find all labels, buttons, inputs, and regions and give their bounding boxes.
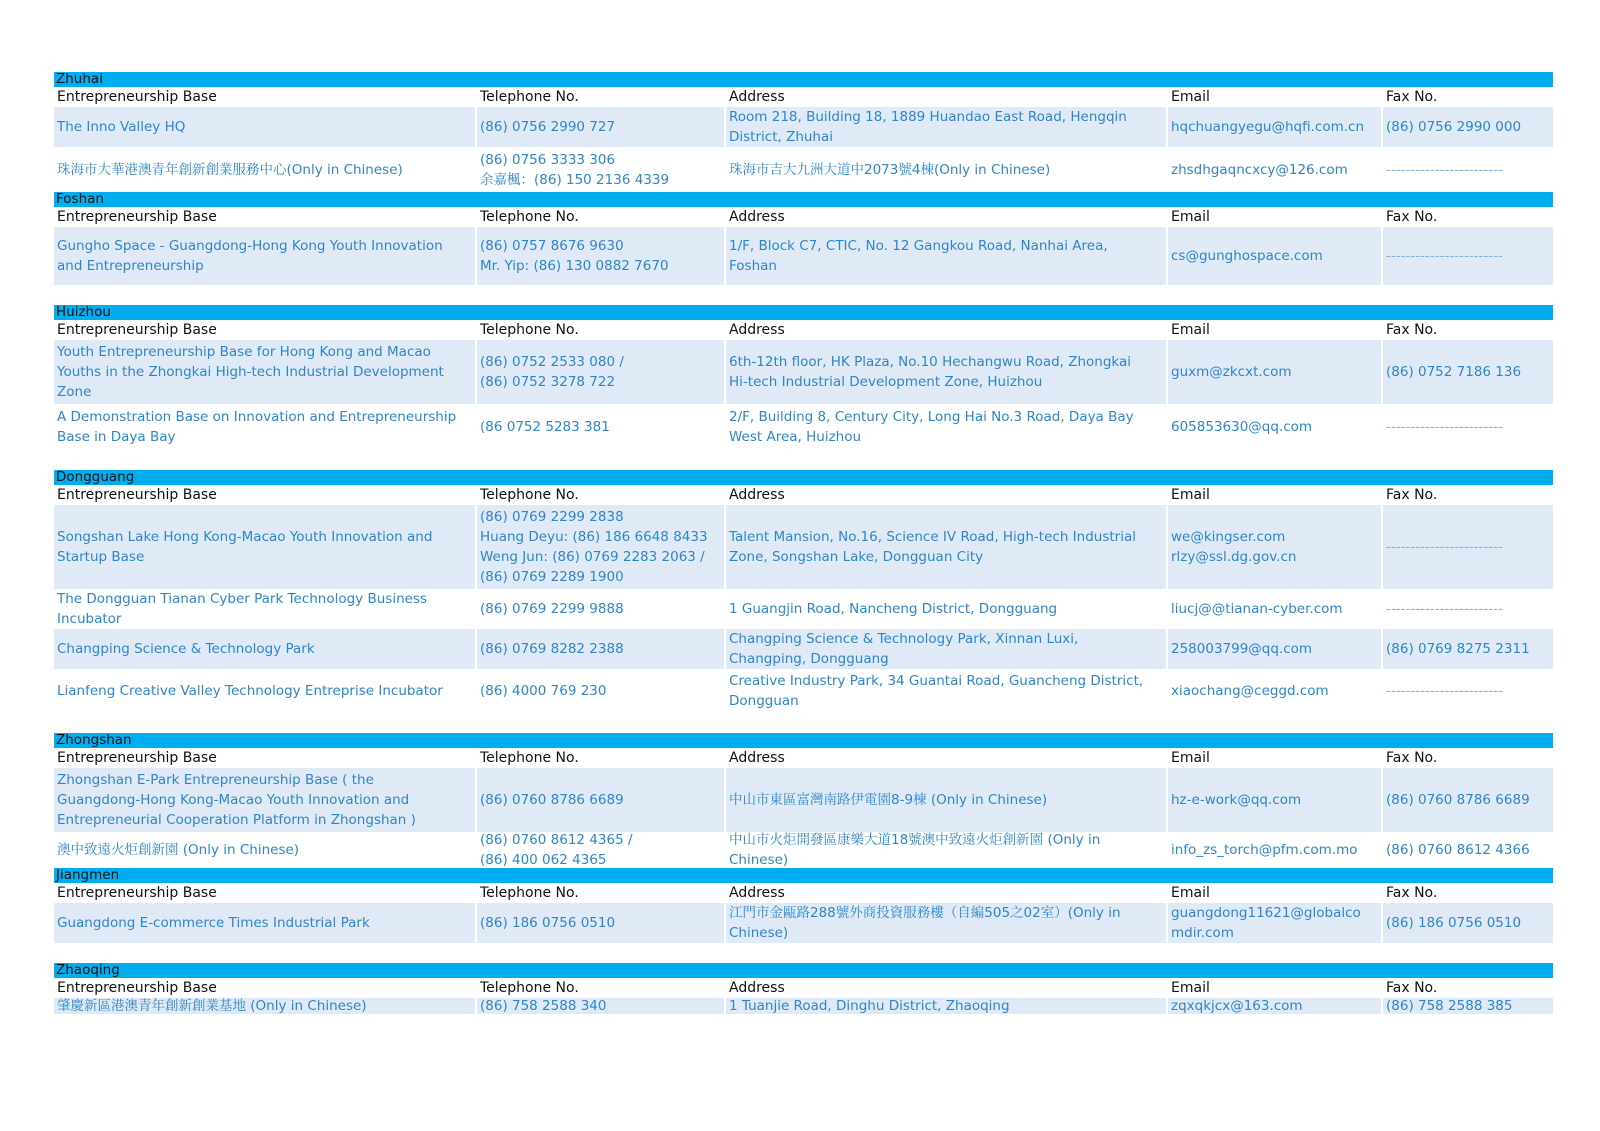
column-header: Entrepreneurship Base — [57, 209, 217, 225]
cell-base — [54, 147, 477, 192]
tel-lines — [480, 996, 721, 1016]
cell-tel — [477, 903, 726, 943]
tel-lines — [480, 352, 721, 392]
fax-lines — [1386, 840, 1550, 860]
cell-fax — [1383, 404, 1553, 450]
base-lines — [57, 407, 472, 447]
cell-address — [726, 107, 1168, 147]
cell-tel — [477, 589, 726, 629]
cell-base — [54, 768, 477, 832]
column-header: Telephone No. — [480, 209, 579, 225]
cell-fax — [1383, 629, 1553, 669]
address-text: 2/F, Building 8, Century City, Long Hai No.3 Road, Daya Bay — [729, 409, 1134, 425]
cell-base — [54, 227, 477, 285]
tel-text: (86) 400 062 4365 — [480, 852, 607, 868]
cell-email — [1168, 227, 1383, 285]
tel-text: (86) 0769 2299 9888 — [480, 601, 624, 617]
base-text: Gungho Space - Guangdong-Hong Kong Youth Innovation — [57, 238, 443, 254]
column-header: Entrepreneurship Base — [57, 885, 217, 901]
email-text[interactable]: hqchuangyegu@hqfi.com.cn — [1171, 119, 1365, 135]
cell-fax — [1383, 107, 1553, 147]
email-lines — [1171, 246, 1378, 266]
section-zhuhai — [54, 72, 1553, 192]
tel-lines — [480, 417, 721, 437]
cell-tel — [477, 107, 726, 147]
section-spacer — [54, 285, 1553, 305]
address-text: West Area, Huizhou — [729, 429, 862, 445]
cell-base — [54, 832, 477, 868]
email-text[interactable]: we@kingser.com — [1171, 529, 1286, 545]
fax-lines — [1386, 996, 1550, 1016]
base-text: The Dongguan Tianan Cyber Park Technology Business — [57, 591, 427, 607]
address-text: 6th-12th floor, HK Plaza, No.10 Hechangwu Road, Zhongkai — [729, 354, 1132, 370]
section-jiangmen — [54, 868, 1553, 943]
email-text[interactable]: guangdong11621@globalco — [1171, 905, 1361, 921]
section-dongguang — [54, 470, 1553, 713]
address-lines — [729, 352, 1163, 392]
cell-tel — [477, 998, 726, 1014]
tel-text: (86) 0757 8676 9630 — [480, 238, 624, 254]
email-text[interactable]: rlzy@ssl.dg.gov.cn — [1171, 549, 1297, 565]
base-lines — [57, 589, 472, 629]
cell-email — [1168, 340, 1383, 404]
section-huizhou — [54, 305, 1553, 450]
cell-tel — [477, 629, 726, 669]
tel-lines — [480, 639, 721, 659]
fax-text: (86) 0752 7186 136 — [1386, 364, 1522, 380]
cell-fax — [1383, 340, 1553, 404]
address-text: Dongguan — [729, 693, 799, 709]
column-header: Telephone No. — [480, 885, 579, 901]
column-header: Fax No. — [1386, 89, 1438, 105]
column-header: Entrepreneurship Base — [57, 89, 217, 105]
fax-text: ------------------------ — [1386, 683, 1503, 699]
email-lines — [1171, 996, 1378, 1016]
table-row — [54, 998, 1553, 1014]
column-header: Email — [1171, 209, 1210, 225]
cell-email — [1168, 404, 1383, 450]
city-heading: Foshan — [54, 192, 1553, 207]
section-spacer — [54, 943, 1553, 963]
table-row — [54, 147, 1553, 192]
base-lines — [57, 342, 472, 402]
column-header: Email — [1171, 322, 1210, 338]
address-text: Chinese) — [729, 852, 789, 868]
table-row — [54, 340, 1553, 404]
column-header: Telephone No. — [480, 487, 579, 503]
cell-address — [726, 505, 1168, 589]
column-header: Entrepreneurship Base — [57, 980, 217, 996]
fax-text: (86) 0760 8612 4366 — [1386, 842, 1530, 858]
cell-email — [1168, 107, 1383, 147]
tel-text: (86) 0760 8612 4365 / — [480, 832, 633, 848]
fax-lines — [1386, 639, 1550, 659]
tel-lines — [480, 117, 721, 137]
email-text[interactable]: mdir.com — [1171, 925, 1234, 941]
table-row — [54, 832, 1553, 868]
address-text: 1/F, Block C7, CTIC, No. 12 Gangkou Road, Nanhai Area, — [729, 238, 1108, 254]
fax-lines — [1386, 537, 1550, 557]
column-header-row — [54, 748, 1553, 768]
fax-text: ------------------------ — [1386, 601, 1503, 617]
column-header-row — [54, 320, 1553, 340]
email-text[interactable]: 605853630@qq.com — [1171, 419, 1313, 435]
column-header: Email — [1171, 980, 1210, 996]
cell-tel — [477, 340, 726, 404]
tel-text: (86) 4000 769 230 — [480, 683, 607, 699]
address-text: 中山市東區富灣南路伊電園8-9棟 (Only in Chinese) — [729, 792, 1048, 808]
base-lines — [57, 117, 472, 137]
column-header: Telephone No. — [480, 89, 579, 105]
fax-lines — [1386, 246, 1550, 266]
cell-tel — [477, 832, 726, 868]
address-lines — [729, 671, 1163, 711]
base-text: Entrepreneurial Cooperation Platform in Zhongshan ) — [57, 812, 416, 828]
tel-text: (86) 0769 2289 1900 — [480, 569, 624, 585]
email-lines — [1171, 160, 1378, 180]
address-text: Creative Industry Park, 34 Guantai Road, Guancheng District, — [729, 673, 1144, 689]
base-text: 肇慶新區港澳青年創新創業基地 (Only in Chinese) — [57, 998, 367, 1014]
email-lines — [1171, 681, 1378, 701]
tel-text: (86) 0760 8786 6689 — [480, 792, 624, 808]
email-text[interactable]: 258003799@qq.com — [1171, 641, 1313, 657]
city-heading: Zhongshan — [54, 733, 1553, 748]
address-text: 1 Tuanjie Road, Dinghu District, Zhaoqing — [729, 998, 1010, 1014]
cell-base — [54, 629, 477, 669]
address-text: Changping, Dongguang — [729, 651, 889, 667]
fax-text: ------------------------ — [1386, 161, 1503, 178]
fax-lines — [1386, 599, 1550, 619]
table-row — [54, 404, 1553, 450]
column-header: Fax No. — [1386, 209, 1438, 225]
tel-lines — [480, 681, 721, 701]
email-text[interactable]: cs@gunghospace.com — [1171, 248, 1323, 264]
fax-lines — [1386, 417, 1550, 437]
tel-text: (86) 0769 8282 2388 — [480, 641, 624, 657]
email-text[interactable]: guxm@zkcxt.com — [1171, 364, 1292, 380]
table-row — [54, 227, 1553, 285]
column-header-row — [54, 883, 1553, 903]
email-lines — [1171, 527, 1378, 567]
fax-text: (86) 186 0756 0510 — [1386, 915, 1522, 931]
base-text: Changping Science & Technology Park — [57, 641, 315, 657]
tel-lines — [480, 913, 721, 933]
city-heading: Huizhou — [54, 305, 1553, 320]
email-lines — [1171, 840, 1378, 860]
column-header: Telephone No. — [480, 750, 579, 766]
cell-fax — [1383, 589, 1553, 629]
column-header: Email — [1171, 487, 1210, 503]
fax-lines — [1386, 362, 1550, 382]
tel-lines — [480, 790, 721, 810]
cell-base — [54, 505, 477, 589]
base-text: 珠海市大華港澳青年創新創業服務中心(Only in Chinese) — [57, 161, 403, 178]
email-lines — [1171, 639, 1378, 659]
cell-address — [726, 147, 1168, 192]
tel-text: 余嘉楓：(86) 150 2136 4339 — [480, 171, 670, 188]
cell-base — [54, 903, 477, 943]
section-spacer — [54, 713, 1553, 733]
column-header: Address — [729, 209, 785, 225]
address-text: 中山市火炬開發區康樂大道18號澳中致遠火炬創新園 (Only in — [729, 832, 1101, 848]
email-text[interactable]: info_zs_torch@pfm.com.mo — [1171, 842, 1358, 858]
column-header: Address — [729, 89, 785, 105]
tel-text: Huang Deyu: (86) 186 6648 8433 — [480, 529, 708, 545]
tel-text: (86) 0752 3278 722 — [480, 374, 616, 390]
cell-email — [1168, 589, 1383, 629]
city-heading: Zhaoqing — [54, 963, 1553, 978]
address-lines — [729, 407, 1163, 447]
column-header-row — [54, 485, 1553, 505]
tel-text: (86) 0756 3333 306 — [480, 151, 616, 168]
fax-text: (86) 758 2588 385 — [1386, 998, 1513, 1014]
base-text: Base in Daya Bay — [57, 429, 176, 445]
cell-email — [1168, 629, 1383, 669]
address-lines — [729, 527, 1163, 567]
section-zhaoqing — [54, 963, 1553, 1014]
cell-address — [726, 669, 1168, 713]
address-text: Foshan — [729, 258, 777, 274]
cell-address — [726, 998, 1168, 1014]
table-row — [54, 505, 1553, 589]
base-lines — [57, 236, 472, 276]
fax-lines — [1386, 681, 1550, 701]
column-header: Fax No. — [1386, 980, 1438, 996]
base-text: Lianfeng Creative Valley Technology Entreprise Incubator — [57, 683, 443, 699]
tel-lines — [480, 150, 721, 190]
cell-base — [54, 998, 477, 1014]
cell-fax — [1383, 227, 1553, 285]
email-lines — [1171, 117, 1378, 137]
address-text: Room 218, Building 18, 1889 Huandao East Road, Hengqin — [729, 109, 1127, 125]
address-lines — [729, 996, 1163, 1016]
cell-base — [54, 589, 477, 629]
base-text: The Inno Valley HQ — [57, 119, 186, 135]
address-text: 1 Guangjin Road, Nancheng District, Dongguang — [729, 601, 1058, 617]
base-text: and Entrepreneurship — [57, 258, 204, 274]
address-text: Changping Science & Technology Park, Xinnan Luxi, — [729, 631, 1079, 647]
address-text: Talent Mansion, No.16, Science IV Road, High-tech Industrial — [729, 529, 1136, 545]
address-lines — [729, 629, 1163, 669]
cell-address — [726, 629, 1168, 669]
cell-address — [726, 227, 1168, 285]
base-lines — [57, 770, 472, 830]
fax-lines — [1386, 117, 1550, 137]
cell-base — [54, 404, 477, 450]
column-header: Address — [729, 322, 785, 338]
base-lines — [57, 840, 472, 860]
city-heading: Zhuhai — [54, 72, 1553, 87]
cell-email — [1168, 998, 1383, 1014]
table-row — [54, 768, 1553, 832]
column-header: Email — [1171, 750, 1210, 766]
email-lines — [1171, 903, 1378, 943]
column-header-row — [54, 87, 1553, 107]
fax-lines — [1386, 913, 1550, 933]
fax-lines — [1386, 790, 1550, 810]
base-text: Startup Base — [57, 549, 145, 565]
section-spacer — [54, 450, 1553, 470]
cell-tel — [477, 768, 726, 832]
address-lines — [729, 599, 1163, 619]
email-text[interactable]: zhsdhgaqncxcy@126.com — [1171, 161, 1348, 178]
base-text: Youths in the Zhongkai High-tech Industrial Development — [57, 364, 444, 380]
email-lines — [1171, 599, 1378, 619]
column-header: Fax No. — [1386, 885, 1438, 901]
base-text: Youth Entrepreneurship Base for Hong Kong and Macao — [57, 344, 431, 360]
tel-text: (86) 0756 2990 727 — [480, 119, 616, 135]
tel-text: (86) 0769 2299 2838 — [480, 509, 624, 525]
cell-address — [726, 832, 1168, 868]
column-header: Entrepreneurship Base — [57, 487, 217, 503]
base-text: Guangdong E-commerce Times Industrial Park — [57, 915, 370, 931]
tel-lines — [480, 236, 721, 276]
address-text: Zone, Songshan Lake, Dongguan City — [729, 549, 984, 565]
tel-lines — [480, 599, 721, 619]
fax-text: (86) 0760 8786 6689 — [1386, 792, 1530, 808]
address-lines — [729, 790, 1163, 810]
tel-lines — [480, 830, 721, 870]
column-header: Telephone No. — [480, 980, 579, 996]
cell-email — [1168, 832, 1383, 868]
table-row — [54, 669, 1553, 713]
cell-email — [1168, 768, 1383, 832]
city-heading: Jiangmen — [54, 868, 1553, 883]
base-text: Incubator — [57, 611, 122, 627]
cell-tel — [477, 227, 726, 285]
cell-tel — [477, 505, 726, 589]
column-header: Fax No. — [1386, 322, 1438, 338]
cell-base — [54, 107, 477, 147]
cell-address — [726, 404, 1168, 450]
base-text: Zhongshan E-Park Entrepreneurship Base ( the — [57, 772, 374, 788]
fax-text: ------------------------ — [1386, 539, 1503, 555]
email-lines — [1171, 790, 1378, 810]
column-header: Address — [729, 885, 785, 901]
column-header: Entrepreneurship Base — [57, 322, 217, 338]
tel-text: (86) 758 2588 340 — [480, 998, 607, 1014]
cell-base — [54, 669, 477, 713]
tel-text: (86) 186 0756 0510 — [480, 915, 616, 931]
cell-address — [726, 589, 1168, 629]
column-header: Telephone No. — [480, 322, 579, 338]
column-header: Email — [1171, 89, 1210, 105]
base-lines — [57, 160, 472, 180]
section-foshan — [54, 192, 1553, 285]
cell-fax — [1383, 903, 1553, 943]
email-lines — [1171, 362, 1378, 382]
tel-text: Mr. Yip: (86) 130 0882 7670 — [480, 258, 669, 274]
city-heading: Dongguang — [54, 470, 1553, 485]
cell-fax — [1383, 147, 1553, 192]
column-header: Address — [729, 750, 785, 766]
fax-text: ------------------------ — [1386, 419, 1503, 435]
fax-text: (86) 0769 8275 2311 — [1386, 641, 1530, 657]
cell-email — [1168, 903, 1383, 943]
address-lines — [729, 903, 1163, 943]
cell-address — [726, 903, 1168, 943]
base-text: 澳中致遠火炬創新園 (Only in Chinese) — [57, 842, 300, 858]
cell-address — [726, 340, 1168, 404]
email-text[interactable]: xiaochang@ceggd.com — [1171, 683, 1329, 699]
column-header: Address — [729, 487, 785, 503]
address-lines — [729, 236, 1163, 276]
address-lines — [729, 107, 1163, 147]
table-row — [54, 107, 1553, 147]
column-header: Fax No. — [1386, 487, 1438, 503]
base-text: Guangdong-Hong Kong-Macao Youth Innovation and — [57, 792, 410, 808]
cell-tel — [477, 404, 726, 450]
cell-fax — [1383, 505, 1553, 589]
cell-fax — [1383, 998, 1553, 1014]
directory-table — [54, 72, 1553, 1014]
column-header: Email — [1171, 885, 1210, 901]
column-header: Entrepreneurship Base — [57, 750, 217, 766]
cell-base — [54, 340, 477, 404]
address-lines — [729, 160, 1163, 180]
email-text[interactable]: liucj@@tianan-cyber.com — [1171, 601, 1343, 617]
base-lines — [57, 681, 472, 701]
base-text: Zone — [57, 384, 92, 400]
table-row — [54, 903, 1553, 943]
fax-lines — [1386, 160, 1550, 180]
base-text: A Demonstration Base on Innovation and Entrepreneurship — [57, 409, 457, 425]
cell-fax — [1383, 669, 1553, 713]
base-lines — [57, 639, 472, 659]
address-text: District, Zhuhai — [729, 129, 834, 145]
fax-text: ------------------------ — [1386, 248, 1503, 264]
cell-fax — [1383, 768, 1553, 832]
fax-text: (86) 0756 2990 000 — [1386, 119, 1522, 135]
tel-text: Weng Jun: (86) 0769 2283 2063 / — [480, 549, 705, 565]
base-lines — [57, 527, 472, 567]
column-header-row — [54, 207, 1553, 227]
cell-address — [726, 768, 1168, 832]
address-text: 江門市金甌路288號外商投資服務樓（自編505之02室）(Only in — [729, 905, 1121, 921]
base-lines — [57, 996, 472, 1016]
tel-lines — [480, 507, 721, 587]
base-text: Songshan Lake Hong Kong-Macao Youth Innovation and — [57, 529, 433, 545]
address-lines — [729, 830, 1163, 870]
cell-email — [1168, 147, 1383, 192]
section-zhongshan — [54, 733, 1553, 868]
cell-tel — [477, 669, 726, 713]
table-row — [54, 589, 1553, 629]
cell-fax — [1383, 832, 1553, 868]
cell-tel — [477, 147, 726, 192]
tel-text: (86) 0752 2533 080 / — [480, 354, 624, 370]
tel-text: (86 0752 5283 381 — [480, 419, 610, 435]
email-text[interactable]: hz-e-work@qq.com — [1171, 792, 1302, 808]
column-header-row — [54, 978, 1553, 998]
column-header: Fax No. — [1386, 750, 1438, 766]
address-text: Hi-tech Industrial Development Zone, Huizhou — [729, 374, 1043, 390]
address-text: 珠海市吉大九洲大道中2073號4棟(Only in Chinese) — [729, 161, 1051, 178]
cell-email — [1168, 669, 1383, 713]
table-row — [54, 629, 1553, 669]
address-text: Chinese) — [729, 925, 789, 941]
base-lines — [57, 913, 472, 933]
cell-email — [1168, 505, 1383, 589]
column-header: Address — [729, 980, 785, 996]
email-text[interactable]: zqxqkjcx@163.com — [1171, 998, 1303, 1014]
email-lines — [1171, 417, 1378, 437]
